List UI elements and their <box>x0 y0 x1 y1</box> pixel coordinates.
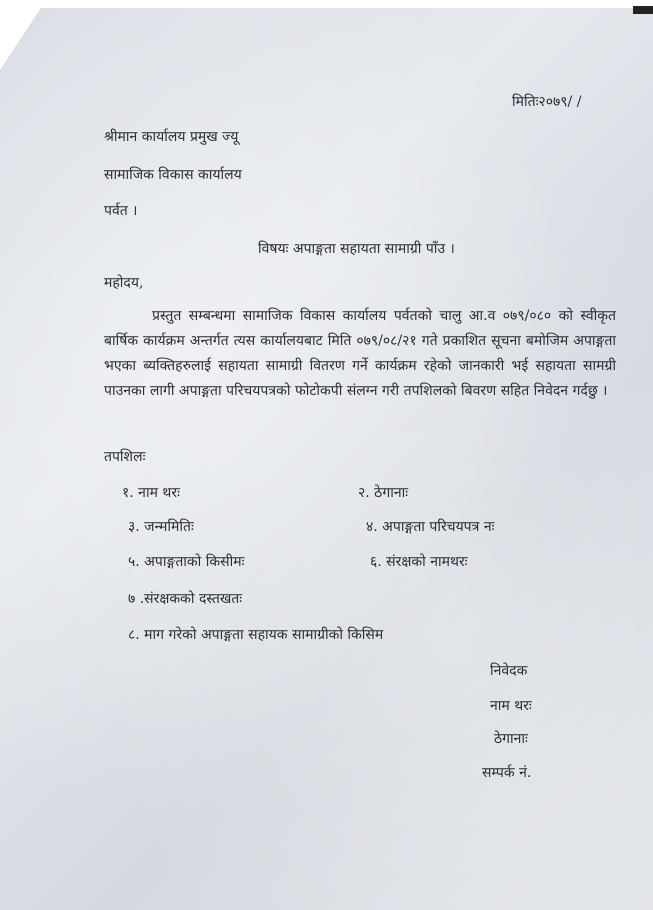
salutation: महोदय, <box>104 275 144 291</box>
signature-applicant: निवेदक <box>490 663 528 679</box>
signature-name: नाम थरः <box>490 698 532 714</box>
letter-body: प्रस्तुत सम्बन्धमा सामाजिक विकास कार्यालय पर्वतको चालु आ.व ०७९/०८० को स्वीकृत बार्षिक कार्यक्रम अन्तर्गत त्यस कार्यालयबाट मिति ०७९/०८/२१ गते प्रकाशित सूचना बमोजिम अपाङ्गता भएका ब्यक्तिहरुलाई सहायता सामाग्री वितरण गर्ने कार्यक्रम रहेको जानकारी भई सहायता सामग्री पाउनका लागी अपाङ्गता परिचयपत्रको फोटोकपी संलग्न गरी तपशिलको बिवरण सहित निवेदन गर्दछु । <box>104 308 616 399</box>
field-name: १. नाम थरः <box>122 485 180 501</box>
letter-date: मितिः२०७९/ / <box>512 94 582 110</box>
scan-edge-mark <box>633 6 653 14</box>
field-disability-card-no: ४. अपाङ्गता परिचयपत्र नः <box>366 519 495 535</box>
signature-contact: सम्पर्क नं. <box>482 765 532 781</box>
folded-corner <box>0 0 46 70</box>
recipient-line-2: सामाजिक विकास कार्यालय <box>104 167 242 183</box>
details-heading: तपशिलः <box>104 449 146 465</box>
field-requested-aid-type: ८. माग गरेको अपाङ्गता सहायक सामाग्रीको किसिम <box>128 627 384 643</box>
letter-subject: विषयः अपाङ्गता सहायता सामाग्री पाँउ । <box>258 241 455 257</box>
signature-address: ठेगानाः <box>494 731 528 747</box>
field-birthdate: ३. जन्ममितिः <box>128 519 194 535</box>
field-disability-type: ५. अपाङ्गताको किसीमः <box>128 554 245 570</box>
recipient-line-1: श्रीमान कार्यालय प्रमुख ज्यू <box>104 129 239 145</box>
field-address: २. ठेगानाः <box>358 485 409 501</box>
field-guardian-name: ६. संरक्षको नामथरः <box>370 554 468 570</box>
recipient-line-3: पर्वत । <box>104 203 138 219</box>
scan-top-edge <box>40 0 653 8</box>
field-guardian-signature: ७ .संरक्षकको दस्तखतः <box>128 591 243 607</box>
